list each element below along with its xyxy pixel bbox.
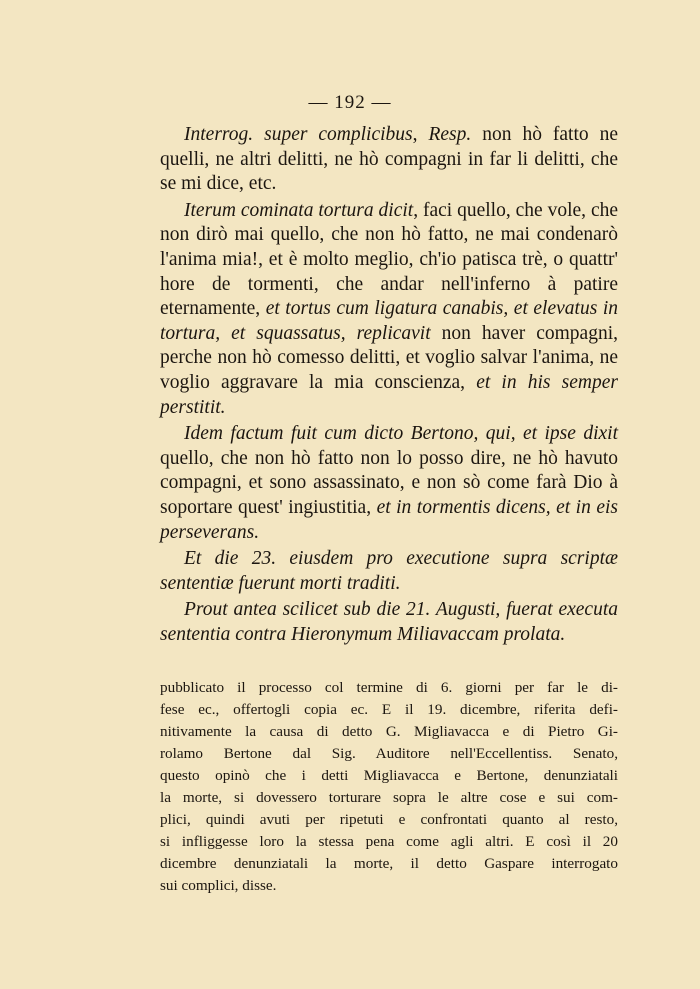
footnote-line: nitivamente la causa di detto G. Migliavacca e di Pietro Gi-	[160, 723, 618, 740]
footnote-line: si infliggesse loro la stessa pena come agli altri. E così il 20	[160, 833, 618, 850]
paragraph	[160, 422, 618, 545]
footnote-block	[160, 677, 618, 897]
paragraph	[160, 598, 618, 647]
footnote-line: plici, quindi avuti per ripetuti e confrontati quanto al resto,	[160, 811, 618, 828]
latin-phrase: et in tormentis dicens, et in eis perseverans.	[160, 496, 618, 543]
footnote-line: questo opinò che i detti Migliavacca e Bertone, denunziatali	[160, 767, 618, 784]
footnote-line: pubblicato il processo col termine di 6. giorni per far le di-	[160, 679, 618, 696]
latin-phrase: Resp.	[428, 124, 472, 145]
page-number: — 192 —	[308, 92, 392, 113]
footnote-line: rolamo Bertone dal Sig. Auditore nell'Eccellentiss. Senato,	[160, 745, 618, 762]
latin-phrase: Et die 23. eiusdem pro executione supra scriptæ sententiæ fuerunt morti traditi.	[160, 548, 618, 594]
latin-phrase: et in his semper perstitit.	[160, 371, 618, 418]
text-run: , faci quello, che vole, che non dirò mai quello, che non hò fatto, ne mai condenarò l'anima mia!, et è molto meglio, ch'io patisca trè, o quattr' hore de tormenti, che andar nell'inferno à patire eternamente,	[160, 199, 619, 320]
footnote-line: sui complici, disse.	[160, 877, 277, 894]
latin-phrase: et tortus cum ligatura canabis, et elevatus in tortura, et squassatus, replicavit	[160, 298, 618, 344]
text-run: ,	[412, 124, 429, 145]
main-text	[160, 123, 618, 647]
footnote-line: fese ec., offertogli copia ec. E il 19. dicembre, riferita defi-	[160, 701, 618, 718]
footnote-line: dicembre denunziatali la morte, il detto Gaspare interrogato	[160, 855, 618, 872]
footnote-line: la morte, si dovessero torturare sopra le altre cose e sui com-	[160, 789, 618, 806]
text-run: non hò fatto ne quelli, ne altri delitti, ne hò compagni in far li delitti, che se mi dice, etc.	[160, 124, 619, 195]
paragraph	[160, 123, 618, 197]
latin-phrase: Prout antea scilicet sub die 21. Augusti, fuerat executa sententia contra Hieronymum Miliavaccam prolata.	[160, 599, 618, 645]
text-run: quello, che non hò fatto non lo posso dire, ne hò havuto compagni, et sono assassinato, e non sò come farà Dio à soportare quest' ingiustitia,	[160, 447, 618, 518]
latin-phrase: Idem factum fuit cum dicto Bertono, qui, et ipse dixit	[184, 423, 618, 445]
paragraph	[160, 199, 618, 420]
latin-phrase: Iterum cominata tortura dicit	[184, 199, 414, 221]
latin-phrase: Interrog. super complicibus	[184, 124, 413, 145]
text-run: non haver compagni, perche non hò comesso delitti, et voglio salvar l'anima, ne voglio aggravare la mia conscienza,	[160, 322, 618, 393]
paragraph	[160, 547, 618, 596]
